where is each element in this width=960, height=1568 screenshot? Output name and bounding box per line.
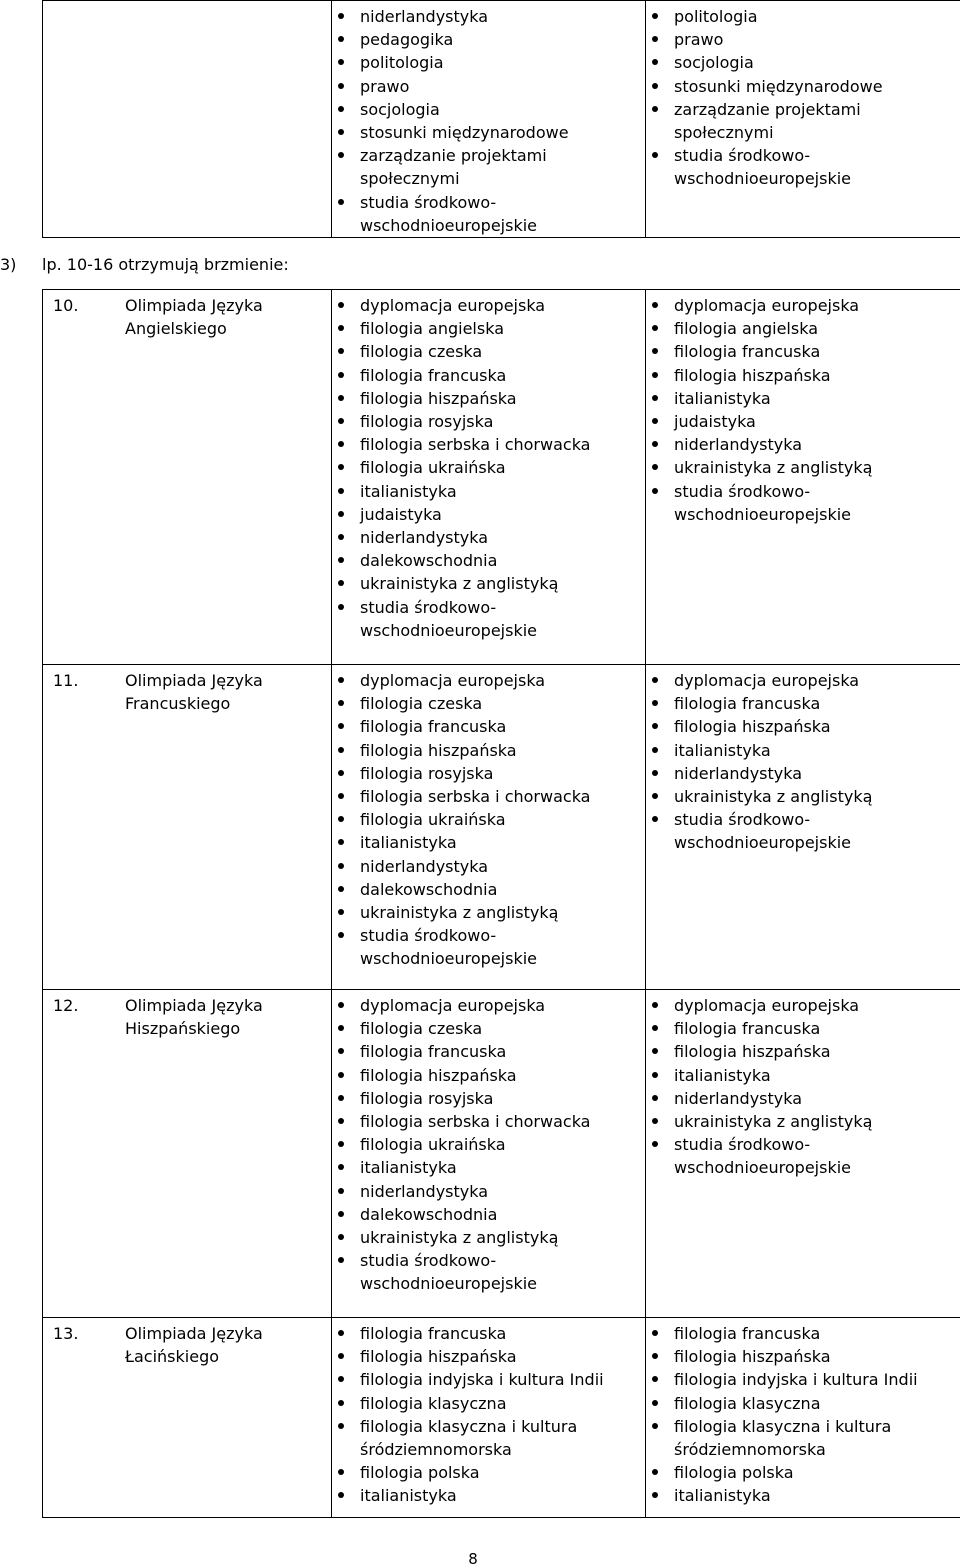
list-item: dalekowschodnia [332,549,645,572]
list-item: dalekowschodnia [332,878,645,901]
fields-cell [332,1318,646,1518]
table-row [43,990,960,1318]
fields-list [332,665,645,971]
list-item: judaistyka [646,410,960,433]
fields-list-finalists [646,290,960,526]
fields-cell [332,990,646,1318]
list-item: dyplomacja europejska [646,669,960,692]
list-item: filologia czeska [332,340,645,363]
list-item: filologia ukraińska [332,808,645,831]
olympiad-name: Olimpiada Języka Francuskiego [125,671,263,714]
list-item: italianistyka [646,739,960,762]
list-item: ukrainistyka z anglistyką [646,785,944,808]
fields-cell-finalists [646,1318,960,1518]
list-item: filologia angielska [646,317,960,340]
list-item: italianistyka [646,387,960,410]
list-item: ukrainistyka z anglistyką [646,456,944,479]
table-row [43,665,960,990]
list-item: filologia indyjska i kultura Indii [332,1368,630,1391]
top-table-row [43,1,960,238]
list-item: pedagogika [332,28,645,51]
list-item: niderlandystyka [646,433,960,456]
list-item: studia środkowo-wschodnioeuropejskie [332,924,630,970]
list-item: niderlandystyka [646,1087,960,1110]
list-item: italianistyka [332,480,645,503]
list-item: ukrainistyka z anglistyką [332,572,630,595]
list-item: ukrainistyka z anglistyką [332,901,630,924]
top-col3-list [646,1,960,191]
list-item: niderlandystyka [332,526,645,549]
fields-cell [332,290,646,665]
list-item: niderlandystyka [332,855,645,878]
list-item: filologia klasyczna i kultura śródziemnomorska [332,1415,630,1461]
list-item: politologia [332,51,645,74]
list-item: filologia francuska [332,1322,645,1345]
list-item: filologia czeska [332,692,645,715]
list-item: filologia serbska i chorwacka [332,785,630,808]
olympiad-cell [43,290,332,665]
fields-cell [332,665,646,990]
list-item: filologia rosyjska [332,410,645,433]
main-table [42,289,960,1518]
olympiad-cell [43,665,332,990]
list-item: filologia francuska [646,340,960,363]
list-item: studia środkowo-wschodnioeuropejskie [332,596,630,642]
list-item: ukrainistyka z anglistyką [646,1110,944,1133]
fields-list-finalists [646,990,960,1180]
list-item: studia środkowo-wschodnioeuropejskie [646,808,944,854]
top-col2-list [332,1,645,237]
olympiad-name: Olimpiada Języka Łacińskiego [125,1324,263,1367]
list-item: dalekowschodnia [332,1203,645,1226]
list-item: filologia hiszpańska [646,1040,960,1063]
list-item: socjologia [332,98,645,121]
list-item: filologia ukraińska [332,456,645,479]
fields-cell-finalists [646,290,960,665]
section-label: 3) [0,255,17,274]
list-item: niderlandystyka [332,5,645,28]
fields-list-finalists [646,1318,960,1508]
list-item: dyplomacja europejska [646,994,960,1017]
table-row [43,290,960,665]
top-name-cell [43,1,332,238]
list-item: stosunki międzynarodowe [332,121,645,144]
top-table [42,0,960,238]
row-number: 10. [53,296,79,315]
list-item: zarządzanie projektami społecznymi [646,98,944,144]
list-item: italianistyka [332,831,645,854]
list-item: politologia [646,5,960,28]
section-text: lp. 10-16 otrzymują brzmienie: [42,255,289,274]
list-item: filologia francuska [646,1322,960,1345]
list-item: italianistyka [646,1064,960,1087]
list-item: filologia rosyjska [332,762,645,785]
top-col3-cell [646,1,960,238]
list-item: filologia hiszpańska [646,715,960,738]
list-item: studia środkowo-wschodnioeuropejskie [332,1249,630,1295]
list-item: filologia rosyjska [332,1087,645,1110]
list-item: filologia francuska [332,1040,645,1063]
list-item: italianistyka [646,1484,960,1507]
list-item: filologia hiszpańska [332,387,645,410]
list-item: filologia francuska [646,692,960,715]
list-item: filologia francuska [646,1017,960,1040]
list-item: italianistyka [332,1484,645,1507]
list-item: prawo [646,28,960,51]
fields-list [332,290,645,642]
list-item: studia środkowo-wschodnioeuropejskie [646,480,944,526]
fields-cell-finalists [646,665,960,990]
list-item: socjologia [646,51,960,74]
list-item: dyplomacja europejska [646,294,960,317]
olympiad-cell [43,990,332,1318]
list-item: studia środkowo-wschodnioeuropejskie [332,191,630,237]
list-item: filologia francuska [332,715,645,738]
list-item: filologia hiszpańska [646,1345,960,1368]
list-item: filologia klasyczna [332,1392,645,1415]
list-item: filologia klasyczna i kultura śródziemnomorska [646,1415,944,1461]
list-item: filologia polska [646,1461,960,1484]
page-number: 8 [468,1550,478,1568]
section-heading [0,254,289,276]
list-item: filologia hiszpańska [332,1064,645,1087]
list-item: filologia hiszpańska [332,1345,645,1368]
list-item: dyplomacja europejska [332,669,645,692]
list-item: studia środkowo-wschodnioeuropejskie [646,1133,944,1179]
olympiad-cell [43,1318,332,1518]
list-item: niderlandystyka [332,1180,645,1203]
list-item: dyplomacja europejska [332,294,645,317]
list-item: stosunki międzynarodowe [646,75,960,98]
list-item: filologia indyjska i kultura Indii [646,1368,944,1391]
row-number: 11. [53,671,79,690]
list-item: judaistyka [332,503,645,526]
list-item: filologia francuska [332,364,645,387]
list-item: studia środkowo-wschodnioeuropejskie [646,144,944,190]
list-item: dyplomacja europejska [332,994,645,1017]
table-row [43,1318,960,1518]
olympiad-name: Olimpiada Języka Hiszpańskiego [125,996,263,1039]
list-item: filologia polska [332,1461,645,1484]
list-item: filologia serbska i chorwacka [332,433,630,456]
fields-list-finalists [646,665,960,855]
olympiad-name: Olimpiada Języka Angielskiego [125,296,263,339]
row-number: 13. [53,1324,79,1343]
fields-list [332,990,645,1296]
list-item: ukrainistyka z anglistyką [332,1226,630,1249]
list-item: zarządzanie projektami społecznymi [332,144,630,190]
fields-list [332,1318,645,1508]
list-item: filologia klasyczna [646,1392,960,1415]
list-item: filologia ukraińska [332,1133,645,1156]
list-item: filologia hiszpańska [646,364,960,387]
list-item: filologia angielska [332,317,645,340]
list-item: filologia serbska i chorwacka [332,1110,630,1133]
list-item: italianistyka [332,1156,645,1179]
list-item: filologia hiszpańska [332,739,645,762]
top-col2-cell [332,1,646,238]
list-item: prawo [332,75,645,98]
list-item: filologia czeska [332,1017,645,1040]
row-number: 12. [53,996,79,1015]
fields-cell-finalists [646,990,960,1318]
list-item: niderlandystyka [646,762,960,785]
